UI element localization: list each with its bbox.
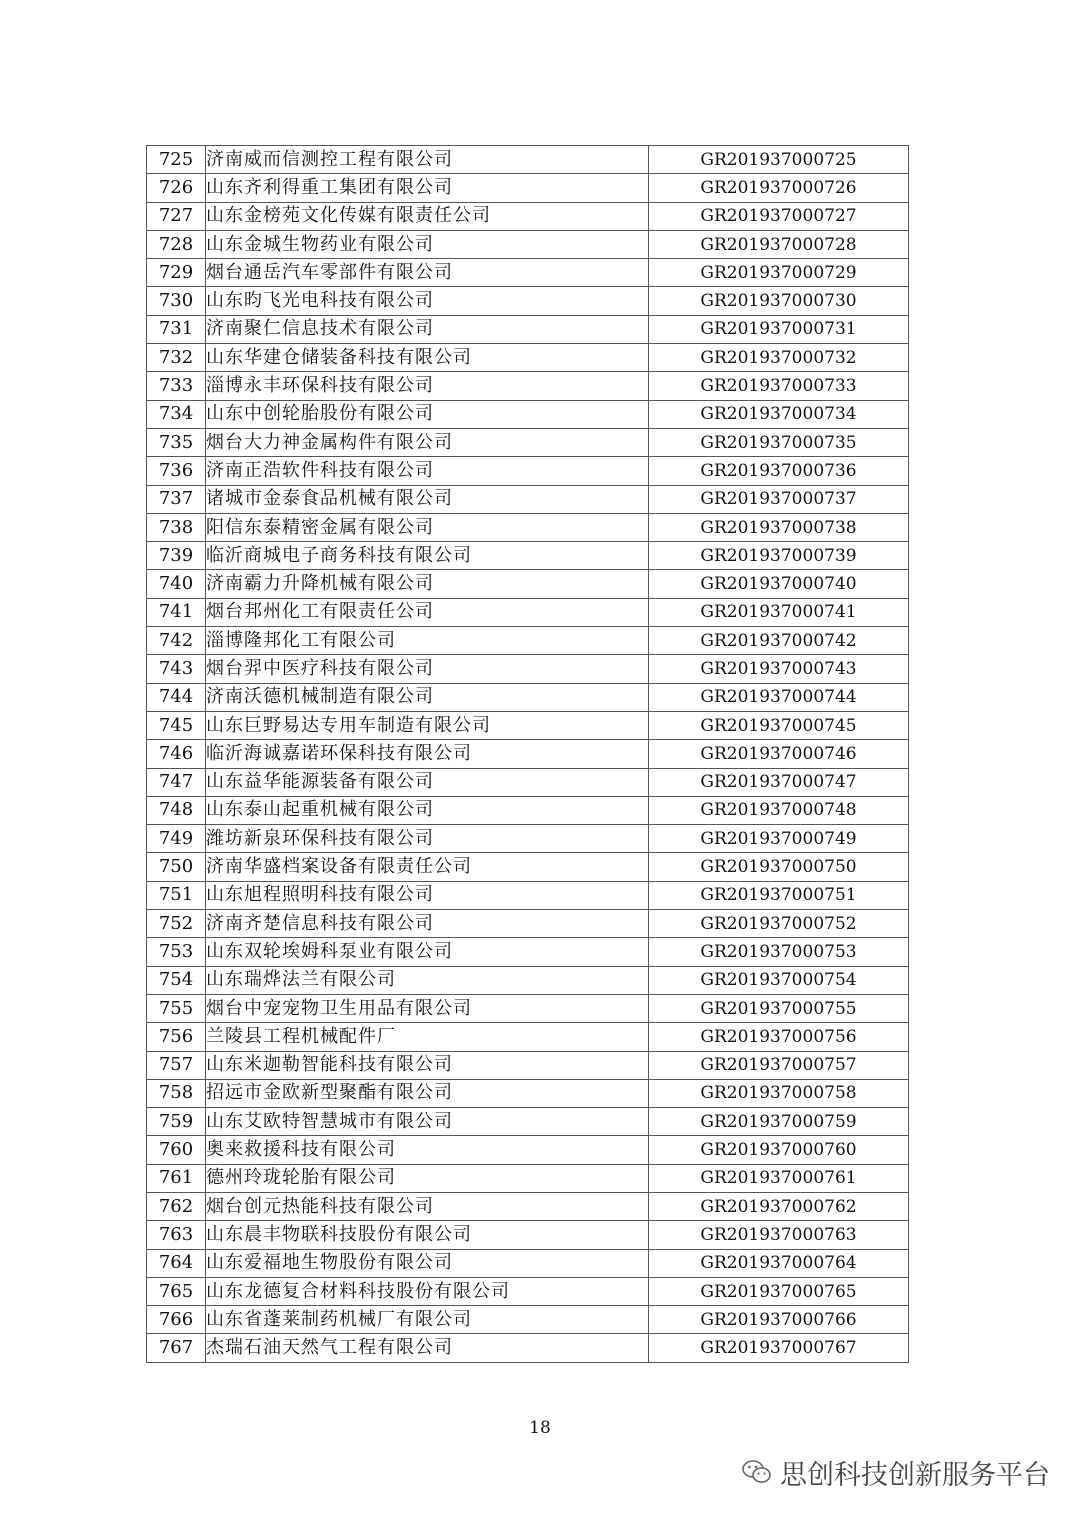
certificate-code: GR201937000767 xyxy=(649,1334,909,1362)
table-row xyxy=(147,230,909,258)
certificate-code: GR201937000755 xyxy=(649,994,909,1022)
certificate-code: GR201937000748 xyxy=(649,796,909,824)
certificate-code: GR201937000762 xyxy=(649,1192,909,1220)
company-name: 诸城市金泰食品机械有限公司 xyxy=(206,485,649,513)
certificate-code: GR201937000742 xyxy=(649,627,909,655)
row-number: 759 xyxy=(147,1108,206,1136)
certificate-code: GR201937000725 xyxy=(649,146,909,174)
row-number: 756 xyxy=(147,1023,206,1051)
company-name: 山东金城生物药业有限公司 xyxy=(206,230,649,258)
table-row xyxy=(147,344,909,372)
row-number: 725 xyxy=(147,146,206,174)
table-row xyxy=(147,655,909,683)
row-number: 767 xyxy=(147,1334,206,1362)
company-name: 烟台邦州化工有限责任公司 xyxy=(206,598,649,626)
table-row xyxy=(147,570,909,598)
watermark xyxy=(742,1452,1050,1492)
company-name: 济南正浩软件科技有限公司 xyxy=(206,457,649,485)
company-name: 济南齐楚信息科技有限公司 xyxy=(206,910,649,938)
certificate-code: GR201937000766 xyxy=(649,1306,909,1334)
company-name: 临沂海诚嘉诺环保科技有限公司 xyxy=(206,740,649,768)
row-number: 761 xyxy=(147,1164,206,1192)
company-name: 潍坊新泉环保科技有限公司 xyxy=(206,825,649,853)
company-name: 阳信东泰精密金属有限公司 xyxy=(206,513,649,541)
row-number: 758 xyxy=(147,1079,206,1107)
table-row xyxy=(147,202,909,230)
certificate-code: GR201937000752 xyxy=(649,910,909,938)
row-number: 726 xyxy=(147,174,206,202)
table-row xyxy=(147,1079,909,1107)
row-number: 727 xyxy=(147,202,206,230)
row-number: 742 xyxy=(147,627,206,655)
table-row xyxy=(147,627,909,655)
row-number: 763 xyxy=(147,1221,206,1249)
company-name: 山东瑞烨法兰有限公司 xyxy=(206,966,649,994)
table-row xyxy=(147,994,909,1022)
table-row xyxy=(147,966,909,994)
company-name: 招远市金欧新型聚酯有限公司 xyxy=(206,1079,649,1107)
table-row xyxy=(147,910,909,938)
company-name: 奥来救援科技有限公司 xyxy=(206,1136,649,1164)
table-row xyxy=(147,1136,909,1164)
certificate-code: GR201937000745 xyxy=(649,711,909,739)
row-number: 733 xyxy=(147,372,206,400)
table-row xyxy=(147,1164,909,1192)
row-number: 755 xyxy=(147,994,206,1022)
row-number: 749 xyxy=(147,825,206,853)
watermark-text: 思创科技创新服务平台 xyxy=(780,1459,1050,1491)
table-row xyxy=(147,598,909,626)
row-number: 745 xyxy=(147,711,206,739)
row-number: 731 xyxy=(147,315,206,343)
company-name: 山东益华能源装备有限公司 xyxy=(206,768,649,796)
table-row xyxy=(147,1277,909,1305)
row-number: 735 xyxy=(147,428,206,456)
certificate-code: GR201937000739 xyxy=(649,542,909,570)
table-row xyxy=(147,711,909,739)
row-number: 748 xyxy=(147,796,206,824)
table-body xyxy=(147,146,909,1363)
row-number: 734 xyxy=(147,400,206,428)
row-number: 754 xyxy=(147,966,206,994)
row-number: 760 xyxy=(147,1136,206,1164)
certificate-code: GR201937000734 xyxy=(649,400,909,428)
company-name: 济南沃德机械制造有限公司 xyxy=(206,683,649,711)
certificate-code: GR201937000737 xyxy=(649,485,909,513)
certificate-code: GR201937000728 xyxy=(649,230,909,258)
row-number: 737 xyxy=(147,485,206,513)
row-number: 757 xyxy=(147,1051,206,1079)
row-number: 729 xyxy=(147,259,206,287)
certificate-code: GR201937000743 xyxy=(649,655,909,683)
company-name: 山东昀飞光电科技有限公司 xyxy=(206,287,649,315)
row-number: 732 xyxy=(147,344,206,372)
table-row xyxy=(147,853,909,881)
certificate-code: GR201937000747 xyxy=(649,768,909,796)
row-number: 741 xyxy=(147,598,206,626)
row-number: 728 xyxy=(147,230,206,258)
table-row xyxy=(147,1192,909,1220)
table-row xyxy=(147,1108,909,1136)
certificate-code: GR201937000727 xyxy=(649,202,909,230)
certificate-code: GR201937000751 xyxy=(649,881,909,909)
table-row xyxy=(147,513,909,541)
row-number: 765 xyxy=(147,1277,206,1305)
company-name: 烟台中宠宠物卫生用品有限公司 xyxy=(206,994,649,1022)
table-row xyxy=(147,287,909,315)
certificate-code: GR201937000761 xyxy=(649,1164,909,1192)
certificate-code: GR201937000763 xyxy=(649,1221,909,1249)
company-name: 山东金榜苑文化传媒有限责任公司 xyxy=(206,202,649,230)
certificate-code: GR201937000741 xyxy=(649,598,909,626)
company-name: 济南华盛档案设备有限责任公司 xyxy=(206,853,649,881)
company-name: 山东旭程照明科技有限公司 xyxy=(206,881,649,909)
page-number: 18 xyxy=(529,1418,551,1438)
company-name: 山东米迦勒智能科技有限公司 xyxy=(206,1051,649,1079)
row-number: 740 xyxy=(147,570,206,598)
table-row xyxy=(147,259,909,287)
company-name: 山东省蓬莱制药机械厂有限公司 xyxy=(206,1306,649,1334)
table-row xyxy=(147,485,909,513)
certificate-code: GR201937000750 xyxy=(649,853,909,881)
certificate-code: GR201937000754 xyxy=(649,966,909,994)
certificate-code: GR201937000729 xyxy=(649,259,909,287)
certificate-table xyxy=(146,145,909,1363)
row-number: 738 xyxy=(147,513,206,541)
company-name: 淄博隆邦化工有限公司 xyxy=(206,627,649,655)
company-name: 临沂商城电子商务科技有限公司 xyxy=(206,542,649,570)
row-number: 744 xyxy=(147,683,206,711)
certificate-code: GR201937000746 xyxy=(649,740,909,768)
certificate-code: GR201937000758 xyxy=(649,1079,909,1107)
company-name: 山东龙德复合材料科技股份有限公司 xyxy=(206,1277,649,1305)
certificate-code: GR201937000759 xyxy=(649,1108,909,1136)
certificate-code: GR201937000765 xyxy=(649,1277,909,1305)
certificate-code: GR201937000736 xyxy=(649,457,909,485)
certificate-code: GR201937000760 xyxy=(649,1136,909,1164)
table-row xyxy=(147,938,909,966)
company-name: 烟台大力神金属构件有限公司 xyxy=(206,428,649,456)
row-number: 752 xyxy=(147,910,206,938)
table-row xyxy=(147,1023,909,1051)
row-number: 753 xyxy=(147,938,206,966)
table-row xyxy=(147,457,909,485)
table-row xyxy=(147,1306,909,1334)
certificate-code: GR201937000756 xyxy=(649,1023,909,1051)
company-name: 济南霸力升降机械有限公司 xyxy=(206,570,649,598)
table-row xyxy=(147,881,909,909)
table-row xyxy=(147,542,909,570)
row-number: 743 xyxy=(147,655,206,683)
row-number: 750 xyxy=(147,853,206,881)
wechat-icon xyxy=(742,1459,772,1485)
certificate-code: GR201937000740 xyxy=(649,570,909,598)
company-name: 烟台创元热能科技有限公司 xyxy=(206,1192,649,1220)
table-row xyxy=(147,1334,909,1362)
row-number: 736 xyxy=(147,457,206,485)
certificate-code: GR201937000735 xyxy=(649,428,909,456)
table-row xyxy=(147,683,909,711)
table-row xyxy=(147,174,909,202)
table-row xyxy=(147,796,909,824)
certificate-code: GR201937000764 xyxy=(649,1249,909,1277)
certificate-code: GR201937000731 xyxy=(649,315,909,343)
table-row xyxy=(147,825,909,853)
certificate-code: GR201937000738 xyxy=(649,513,909,541)
table-row xyxy=(147,1051,909,1079)
row-number: 739 xyxy=(147,542,206,570)
row-number: 746 xyxy=(147,740,206,768)
company-name: 山东双轮埃姆科泵业有限公司 xyxy=(206,938,649,966)
company-name: 济南威而信测控工程有限公司 xyxy=(206,146,649,174)
certificate-code: GR201937000733 xyxy=(649,372,909,400)
company-name: 山东齐利得重工集团有限公司 xyxy=(206,174,649,202)
row-number: 751 xyxy=(147,881,206,909)
table-row xyxy=(147,1221,909,1249)
certificate-code: GR201937000730 xyxy=(649,287,909,315)
certificate-code: GR201937000732 xyxy=(649,344,909,372)
company-name: 山东中创轮胎股份有限公司 xyxy=(206,400,649,428)
row-number: 747 xyxy=(147,768,206,796)
company-name: 山东爱福地生物股份有限公司 xyxy=(206,1249,649,1277)
table-row xyxy=(147,315,909,343)
certificate-code: GR201937000753 xyxy=(649,938,909,966)
company-name: 德州玲珑轮胎有限公司 xyxy=(206,1164,649,1192)
row-number: 762 xyxy=(147,1192,206,1220)
certificate-code: GR201937000749 xyxy=(649,825,909,853)
company-name: 济南聚仁信息技术有限公司 xyxy=(206,315,649,343)
certificate-code: GR201937000726 xyxy=(649,174,909,202)
table-row xyxy=(147,428,909,456)
company-name: 山东泰山起重机械有限公司 xyxy=(206,796,649,824)
company-name: 淄博永丰环保科技有限公司 xyxy=(206,372,649,400)
table-row xyxy=(147,146,909,174)
table-row xyxy=(147,400,909,428)
table-row xyxy=(147,372,909,400)
table-row xyxy=(147,740,909,768)
row-number: 730 xyxy=(147,287,206,315)
row-number: 764 xyxy=(147,1249,206,1277)
company-name: 山东艾欧特智慧城市有限公司 xyxy=(206,1108,649,1136)
company-name: 山东华建仓储装备科技有限公司 xyxy=(206,344,649,372)
company-name: 烟台通岳汽车零部件有限公司 xyxy=(206,259,649,287)
certificate-code: GR201937000757 xyxy=(649,1051,909,1079)
company-name: 山东巨野易达专用车制造有限公司 xyxy=(206,711,649,739)
company-name: 烟台羿中医疗科技有限公司 xyxy=(206,655,649,683)
table-row xyxy=(147,1249,909,1277)
company-name: 兰陵县工程机械配件厂 xyxy=(206,1023,649,1051)
table-row xyxy=(147,768,909,796)
company-name: 杰瑞石油天然气工程有限公司 xyxy=(206,1334,649,1362)
row-number: 766 xyxy=(147,1306,206,1334)
company-name: 山东晨丰物联科技股份有限公司 xyxy=(206,1221,649,1249)
certificate-code: GR201937000744 xyxy=(649,683,909,711)
